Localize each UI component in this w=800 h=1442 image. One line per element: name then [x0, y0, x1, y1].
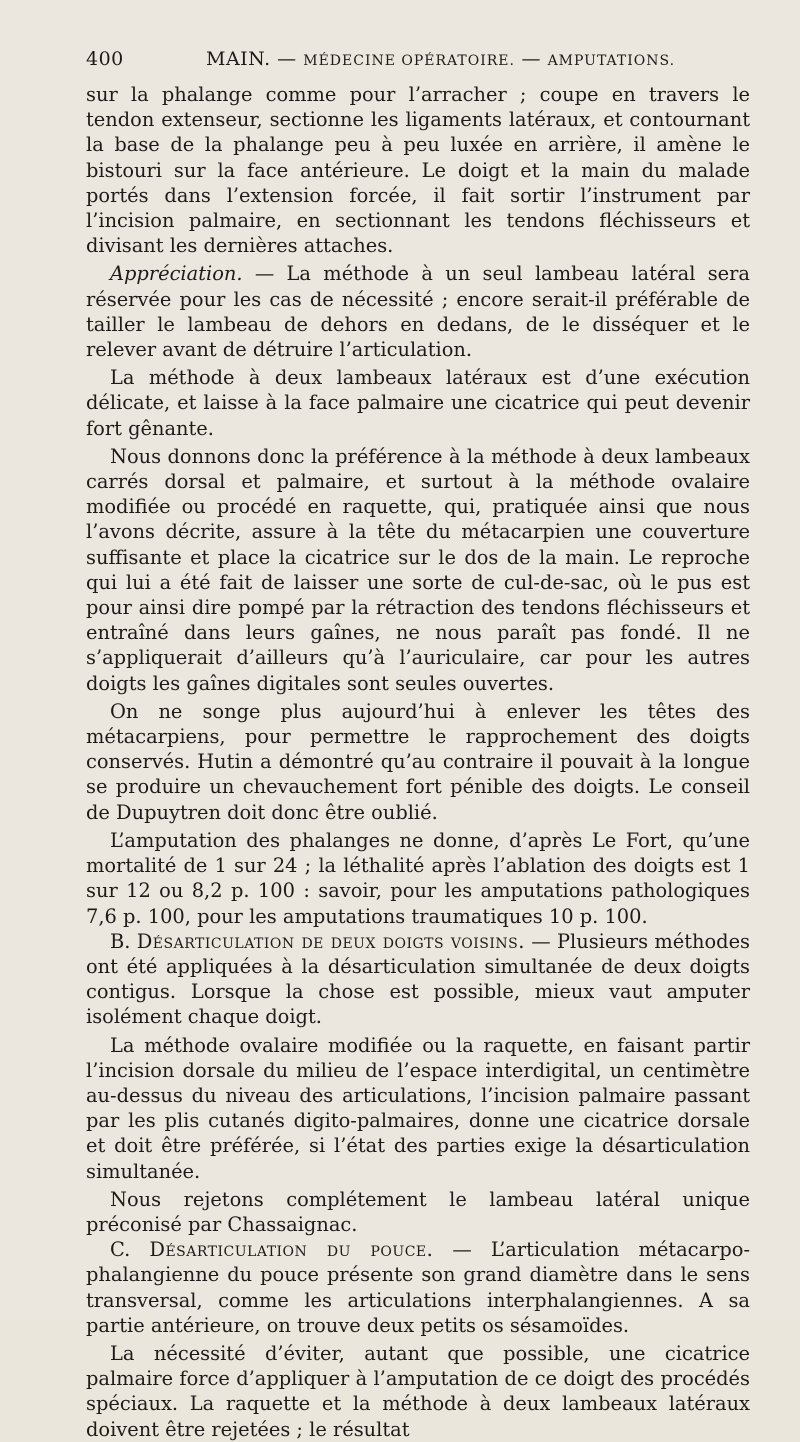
paragraph: La méthode ovalaire modifiée ou la raquette, en faisant partir l’incision dorsale du milieu de l’espace interdigital, un centimètre au-dessus du niveau des articulations, l’incision palmaire passant par les plis cutanés digito-palmaires, donne une cicatrice dorsale et doit être préférée, si l’état des parties exige la désarticulation simultanée.: [86, 1033, 750, 1183]
section-heading-b: Désarticulation de deux doigts voisins.: [136, 929, 525, 953]
paragraph: sur la phalange comme pour l’arracher ; coupe en travers le tendon extenseur, sectionne les ligaments latéraux, et contournant la base de la phalange peu à peu luxée en arrière, il amène le bistouri sur la face antérieure. Le doigt et la main du malade portés dans l’extension forcée, il fait sortir l’instrument par l’incision palmaire, en sectionnant les tendons fléchisseurs et divisant les dernières attaches.: [86, 83, 750, 258]
paragraph: La méthode à deux lambeaux latéraux est d’une exécution délicate, et laisse à la face palmaire une cicatrice qui peut devenir fort gênante.: [86, 366, 750, 440]
paragraph: Appréciation. — La méthode à un seul lambeau latéral sera réservée pour les cas de nécessité ; encore serait-il préférable de tailler le lambeau de dehors en dedans, de le disséquer et le relever avant de détruire l’articulation.: [86, 262, 750, 362]
title-separator: —: [514, 48, 548, 70]
paragraph: Nous rejetons complétement le lambeau latéral unique préconisé par Chassaignac.: [86, 1187, 750, 1236]
paragraph: L’amputation des phalanges ne donne, d’après Le Fort, qu’une mortalité de 1 sur 24 ; la léthalité après l’ablation des doigts est 1 sur 12 ou 8,2 p. 100 : savoir, pour les amputations pathologiques 7,6 p. 100, pour les amputations traumatiques 10 p. 100.: [86, 828, 750, 928]
running-title: [206, 48, 675, 70]
running-header: [86, 46, 750, 76]
title-section: MÉDECINE OPÉRATOIRE.: [303, 53, 515, 69]
paragraph: Nous donnons donc la préférence à la méthode à deux lambeaux carrés dorsal et palmaire, et surtout à la méthode ovalaire modifiée ou procédé en raquette, qui, pratiquée ainsi que nous l’avons décrite, assure à la tête du métacarpien une couverture suffisante et place la cicatrice sur le dos de la main. Le reproche qui lui a été fait de laisser une sorte de cul-de-sac, où le pus est pour ainsi dire pompé par la rétraction des tendons fléchisseurs et entraîné dans leurs gaînes, ne nous paraît pas fondé. Il ne s’appliquerait d’ailleurs qu’à l’auriculaire, car pour les autres doigts les gaînes digitales sont seules ouvertes.: [86, 444, 750, 695]
paragraph: La nécessité d’éviter, autant que possible, une cicatrice palmaire force d’appliquer à l’amputation de ce doigt des procédés spéciaux. La raquette et la méthode à deux lambeaux latéraux doivent être rejetées ; le résultat: [86, 1341, 750, 1441]
paragraph: On ne songe plus aujourd’hui à enlever les têtes des métacarpiens, pour permettre le rapprochement des doigts conservés. Hutin a démontré qu’au contraire il pouvait à la longue se produire un chevauchement fort pénible des doigts. Le conseil de Dupuytren doit donc être oublié.: [86, 699, 750, 824]
title-separator: —: [270, 48, 304, 70]
appreciation-heading: Appréciation.: [110, 262, 243, 286]
section-paragraph: B. Désarticulation de deux doigts voisins. — Plusieurs méthodes ont été appliquées à la désarticulation simultanée de deux doigts contigus. Lorsque la chose est possible, mieux vaut amputer isolément chaque doigt.: [86, 929, 751, 1029]
title-subsection: AMPUTATIONS.: [547, 53, 676, 69]
section-paragraph: C. Désarticulation du pouce. — L’articulation métacarpo-phalangienne du pouce présente son grand diamètre dans le sens transversal, comme les articulations interphalangiennes. A sa partie antérieure, on trouve deux petits os sésamoïdes.: [86, 1238, 750, 1337]
section-heading-c: Désarticulation du pouce.: [149, 1238, 434, 1262]
title-main: MAIN.: [206, 48, 271, 70]
body-text: [86, 82, 750, 1442]
page-number: 400: [86, 48, 124, 70]
